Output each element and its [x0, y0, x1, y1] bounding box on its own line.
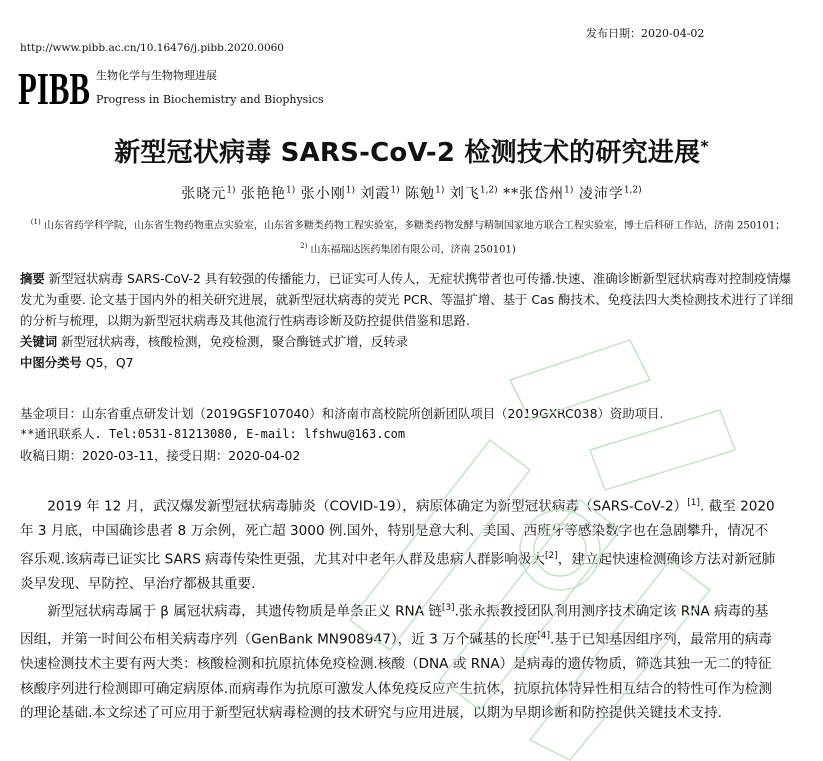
abstract-text: 新型冠状病毒 SARS-CoV-2 具有较强的传播能力，已证实可人传人，无症状携带者也可传播.快速、准确诊断新型冠状病毒对控制疫情爆发尤为重要. 论文基于国内外的相关研究进展，就新型冠状病毒的荧光 PCR、等温扩增、基于 Cas 酶技术、免疫法四大类检测技术进行了详细的分析与梳理，以期为新型冠状病毒及其他流行性病毒诊断及防控提供借鉴和思路. [20, 271, 794, 328]
author: 凌沛学 [578, 186, 624, 202]
author: 张晓元 [181, 186, 227, 202]
paragraph-text: . 截至 2020 年 3 月底，中国确诊患者 8 万余例，死亡超 3000 例.国外，特别是意大利、美国、西班牙等感染数字也在急剧攀升，情况不容乐观.该病毒已证实比 SARS 病毒传染性更强，尤其对中老年人群及患病人群影响极大 [20, 498, 775, 568]
clc-text: Q5，Q7 [85, 355, 134, 370]
article-body [20, 491, 780, 726]
paragraph [20, 491, 780, 596]
journal-name-en: Progress in Biochemistry and Biophysics [96, 93, 324, 106]
author-affiliation: 1) [345, 185, 355, 196]
author: 张艳艳 [241, 186, 287, 202]
logo-text: PIBB [18, 63, 90, 114]
author: 刘飞 [449, 186, 480, 202]
paragraph-text: .张永振教授团队利用测序技术确定该 RNA 病毒的基因组，并第一时间公布相关病毒序列（GenBank MN908947），近 3 万个碱基的长度 [20, 603, 769, 648]
classification [20, 352, 800, 373]
publication-date: 发布日期：2020-04-02 [586, 27, 705, 40]
author: 陈勉 [405, 186, 436, 202]
fund-info: 基金项目：山东省重点研发计划（2019GSF107040）和济南市高校院所创新团队项目（2019GXRC038）资助项目. [20, 406, 664, 421]
keywords-text: 新型冠状病毒，核酸检测，免疫检测，聚合酶链式扩增，反转录 [61, 334, 409, 349]
author: 刘霞 [360, 186, 391, 202]
journal-name-cn: 生物化学与生物物理进展 [96, 69, 217, 82]
paragraph-text: ，建立起快速检测确诊方法对新冠肺炎早发现、早防控、早治疗都极其重要. [20, 551, 776, 592]
affiliation-mark: (1) [30, 218, 41, 226]
paragraph-text: 2019 年 12 月，武汉爆发新型冠状病毒肺炎（COVID-19），病原体确定为新型冠状病毒（SARS-CoV-2） [47, 498, 688, 515]
author: **张岱州 [503, 186, 565, 202]
author-affiliation: 1) [390, 185, 400, 196]
author-affiliation: 1) [226, 185, 236, 196]
abstract-label: 摘要 [20, 271, 45, 286]
author-affiliation: 1,2) [623, 185, 642, 196]
citation[interactable]: [1] [687, 498, 700, 508]
received-date: 收稿日期：2020-03-11，接受日期：2020-04-02 [20, 448, 301, 463]
keywords-label: 关键词 [20, 334, 58, 349]
doi-link[interactable]: http://www.pibb.ac.cn/10.16476/j.pibb.2020.0060 [20, 42, 284, 54]
clc-label: 中图分类号 [20, 355, 82, 370]
title-footnote-mark: * [700, 136, 709, 156]
citation[interactable]: [2] [545, 550, 558, 561]
citation[interactable]: [4] [537, 631, 551, 642]
keywords [20, 331, 800, 352]
article-meta [20, 403, 800, 466]
paragraph [20, 596, 780, 726]
affiliation-1: 山东省药学科学院，山东省生物药物重点实验室，山东省多糖类药物工程实验室，多糖类药物发酵与精制国家地方联合工程实验室，博士后科研工作站，济南 250101； [43, 220, 786, 232]
author-affiliation: 1) [435, 185, 445, 196]
affiliation-mark: 2) [300, 242, 308, 251]
title-text: 新型冠状病毒 SARS-CoV-2 检测技术的研究进展 [114, 138, 701, 168]
paragraph-text: 新型冠状病毒属于 β 属冠状病毒，其遗传物质是单条正义 RNA 链 [47, 603, 442, 620]
author-affiliation: 1,2) [479, 185, 498, 196]
affiliations [28, 212, 788, 261]
author-list [0, 183, 823, 203]
article-title [0, 132, 823, 169]
author-affiliation: 1) [286, 185, 296, 196]
author: 张小刚 [300, 186, 346, 202]
paragraph-text: .基于已知基因组序列，最常用的病毒快速检测技术主要有两大类：核酸检测和抗原抗体免疫检测.核酸（DNA 或 RNA）是病毒的遗传物质，筛选其独一无二的特征核酸序列进行检测即可确定病原体.而病毒作为抗原可激发人体免疫反应产生抗体，抗原抗体特异性相互结合的特性可作为检测的理论基础.本文综述了可应用于新型冠状病毒检测的技术研究与应用进展，以期为早期诊断和防控提供关键技术支持. [20, 631, 772, 722]
abstract-block [20, 268, 800, 373]
journal-logo [18, 63, 90, 114]
author-affiliation: 1) [564, 185, 574, 196]
abstract [20, 268, 800, 331]
affiliation-2: 山东福瑞达医药集团有限公司，济南 250101) [310, 244, 516, 256]
corresponding-contact: **通讯联系人. Tel:0531-81213080, E-mail: lfshwu@163.com [20, 427, 406, 441]
citation[interactable]: [3] [441, 603, 455, 614]
